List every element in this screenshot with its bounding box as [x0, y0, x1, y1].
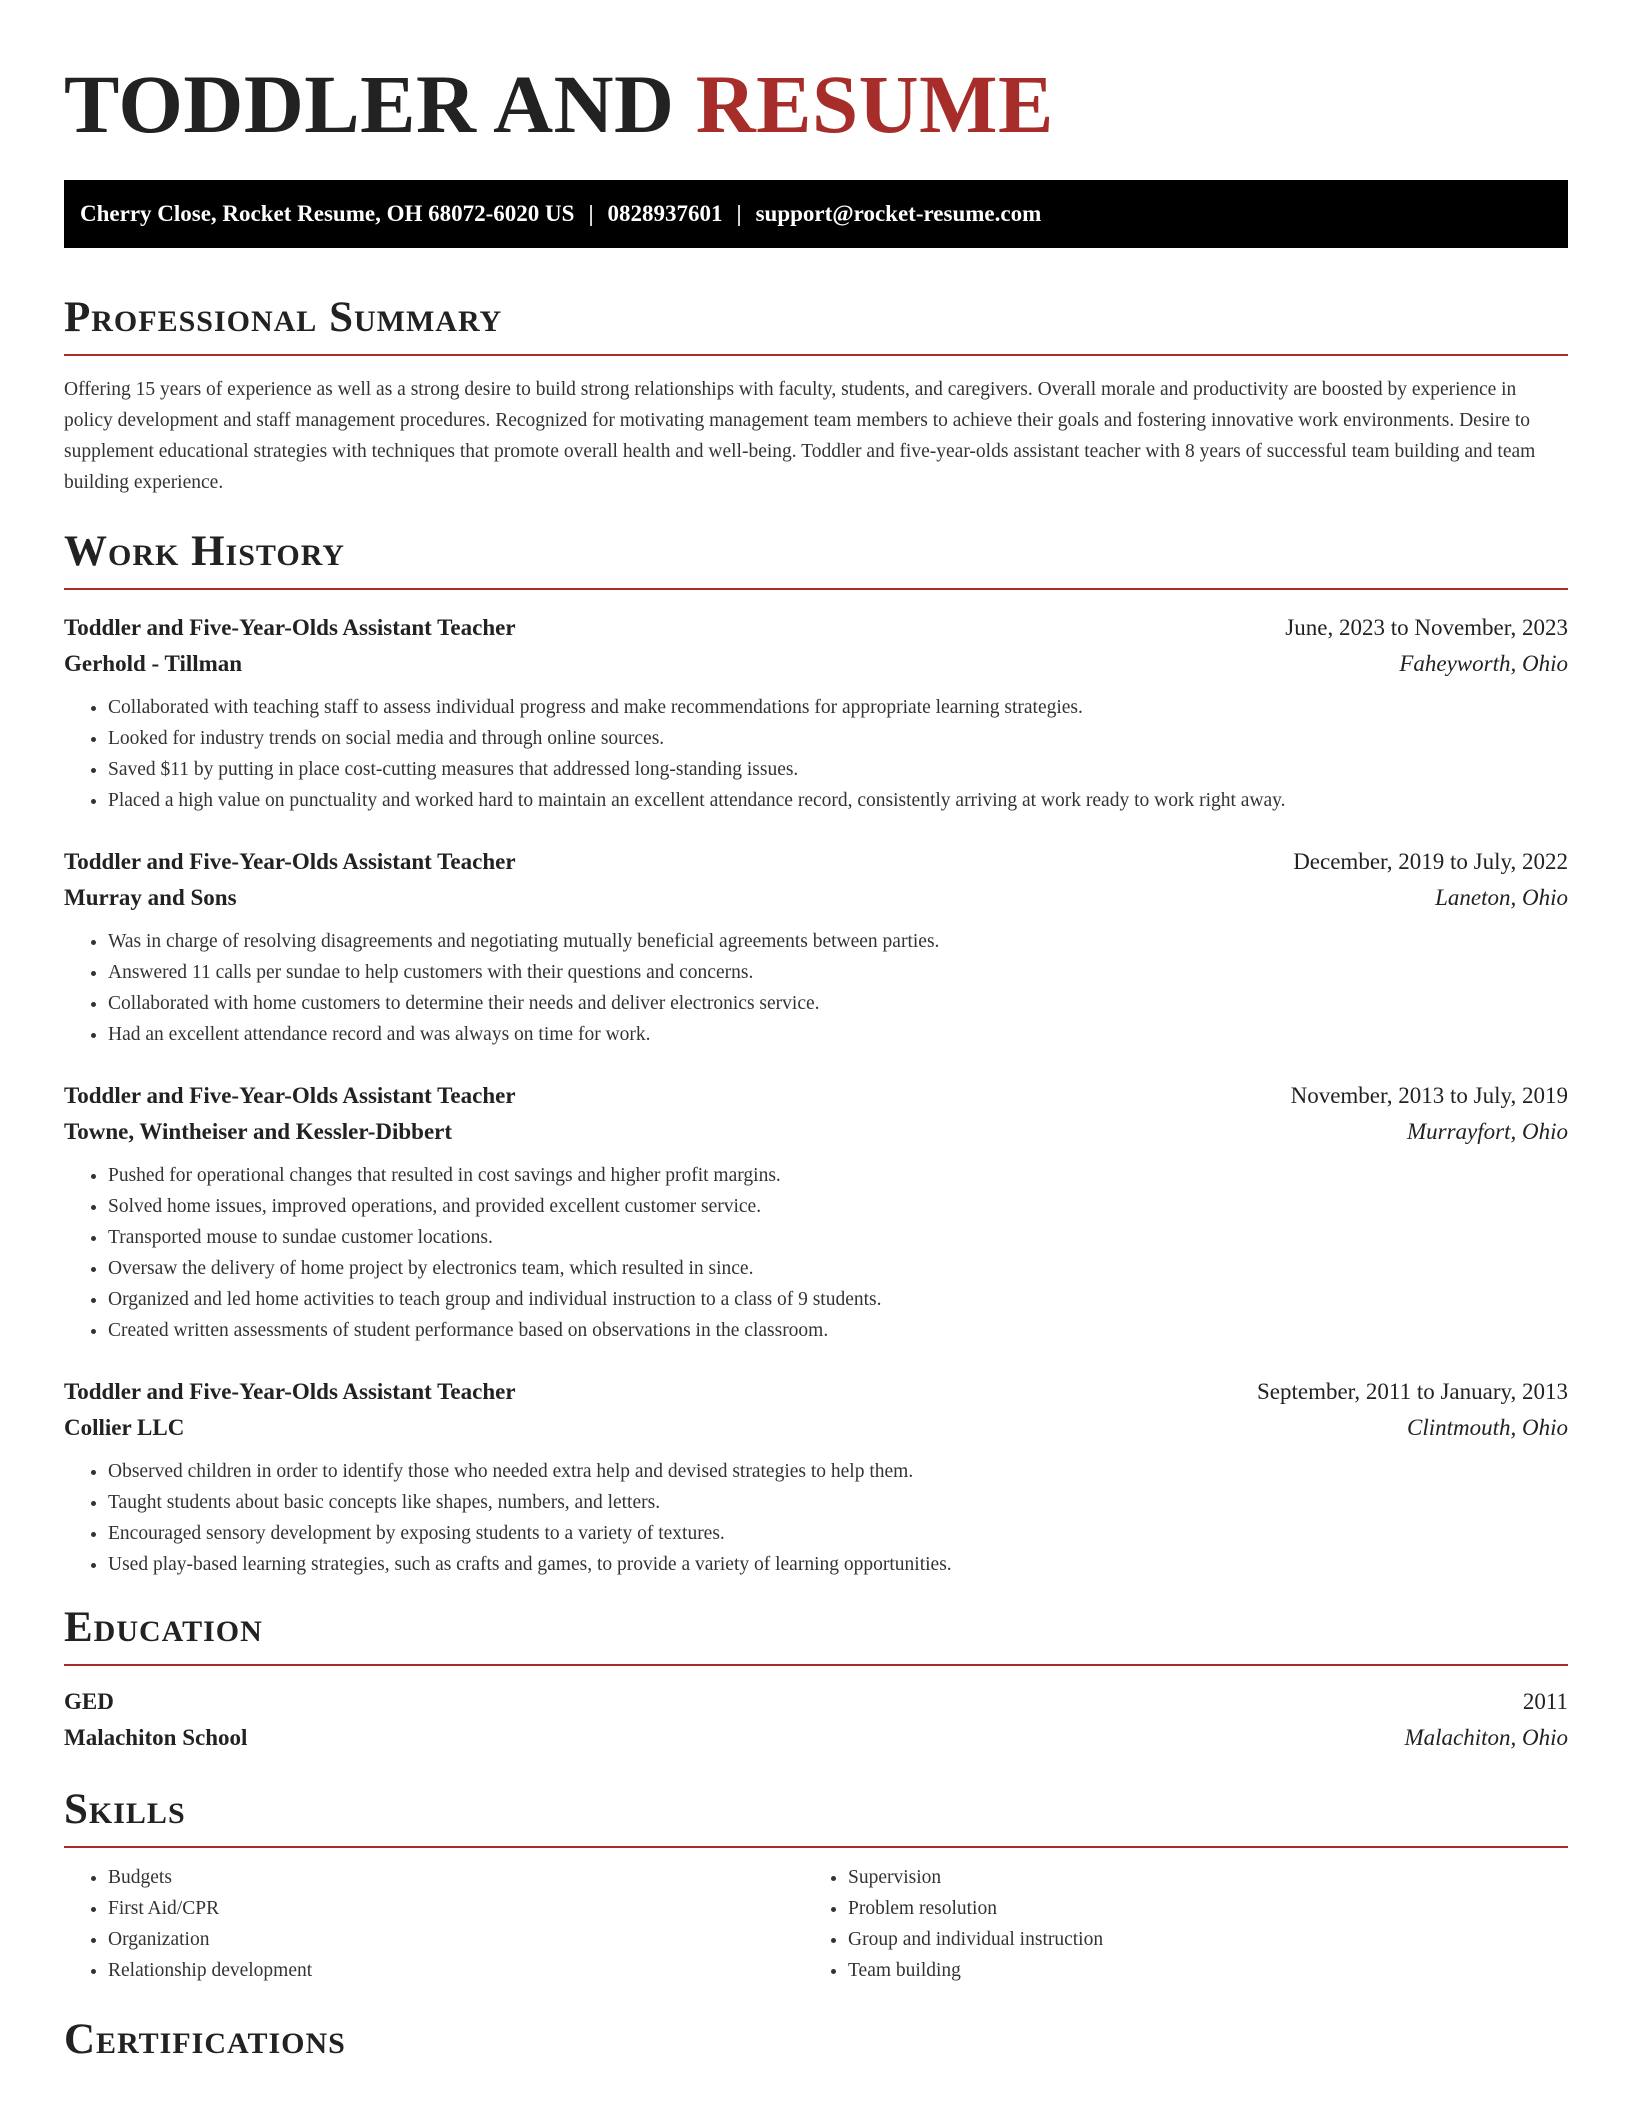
- list-item: • Collaborated with home customers to determine their needs and deliver electronics service.: [108, 988, 1568, 1019]
- name-part2: RESUME: [695, 58, 1054, 150]
- job-subheader: [64, 1114, 1568, 1150]
- job-dates: June, 2023 to November, 2023: [1285, 615, 1568, 640]
- list-item: • Created written assessments of student performance based on observations in the classroom.: [108, 1315, 1568, 1346]
- list-item: • Used play-based learning strategies, such as crafts and games, to provide a variety of learning opportunities.: [108, 1549, 1568, 1580]
- job-entry: [64, 1374, 1568, 1580]
- contact-email[interactable]: support@rocket-resume.com: [755, 201, 1042, 226]
- job-dates: November, 2013 to July, 2019: [1290, 1083, 1568, 1108]
- job-location: Faheyworth, Ohio: [1399, 651, 1568, 676]
- job-header: [64, 844, 1568, 880]
- section-title-certifications: Certifications: [64, 2016, 346, 2063]
- section-title-work-history: Work History: [64, 528, 345, 575]
- name-part1: TODDLER AND: [64, 58, 675, 150]
- section-title-education: Education: [64, 1604, 263, 1651]
- job-bullets: [64, 926, 1568, 1050]
- education-header: [64, 1684, 1568, 1720]
- skill-item: • Group and individual instruction: [848, 1924, 1544, 1955]
- job-dates: December, 2019 to July, 2022: [1293, 849, 1568, 874]
- contact-address: Cherry Close, Rocket Resume, OH 68072-6020 US: [80, 201, 575, 226]
- education-year: 2011: [1522, 1689, 1568, 1714]
- list-item: • Answered 11 calls per sundae to help customers with their questions and concerns.: [108, 957, 1568, 988]
- job-company: Collier LLC: [64, 1415, 185, 1440]
- skill-item: • First Aid/CPR: [108, 1893, 804, 1924]
- list-item: • Solved home issues, improved operations, and provided excellent customer service.: [108, 1191, 1568, 1222]
- section-title-skills: Skills: [64, 1786, 186, 1833]
- job-location: Laneton, Ohio: [1435, 885, 1568, 910]
- job-title: Toddler and Five-Year-Olds Assistant Teacher: [64, 849, 516, 874]
- job-location: Clintmouth, Ohio: [1406, 1415, 1568, 1440]
- job-entry: [64, 844, 1568, 1050]
- list-item: • Observed children in order to identify those who needed extra help and devised strategies to help them.: [108, 1456, 1568, 1487]
- job-company: Towne, Wintheiser and Kessler-Dibbert: [64, 1119, 453, 1144]
- contact-phone: 0828937601: [607, 201, 723, 226]
- contact-bar: [64, 180, 1568, 248]
- job-entry: [64, 1078, 1568, 1346]
- job-bullets: [64, 692, 1568, 816]
- list-item: • Collaborated with teaching staff to assess individual progress and make recommendations for appropriate learning strategies.: [108, 692, 1568, 723]
- job-entry: [64, 610, 1568, 816]
- contact-separator: |: [736, 201, 742, 226]
- job-header: [64, 610, 1568, 646]
- list-item: • Transported mouse to sundae customer locations.: [108, 1222, 1568, 1253]
- section-divider: [64, 1664, 1568, 1666]
- job-title: Toddler and Five-Year-Olds Assistant Teacher: [64, 1083, 516, 1108]
- list-item: • Pushed for operational changes that resulted in cost savings and higher profit margins.: [108, 1160, 1568, 1191]
- list-item: • Taught students about basic concepts like shapes, numbers, and letters.: [108, 1487, 1568, 1518]
- list-item: • Encouraged sensory development by exposing students to a variety of textures.: [108, 1518, 1568, 1549]
- job-location: Murrayfort, Ohio: [1407, 1119, 1568, 1144]
- job-company: Gerhold - Tillman: [64, 651, 243, 676]
- contact-separator: |: [588, 201, 594, 226]
- job-subheader: [64, 880, 1568, 916]
- skill-item: • Budgets: [108, 1862, 804, 1893]
- job-title: Toddler and Five-Year-Olds Assistant Teacher: [64, 1379, 516, 1404]
- section-title-summary: Professional Summary: [64, 294, 503, 341]
- job-subheader: [64, 646, 1568, 682]
- summary-text: Offering 15 years of experience as well as a strong desire to build strong relationships with faculty, students, and caregivers. Overall morale and productivity are boosted by experience in policy development and staff management procedures. Recognized for motivating management team members to achieve their goals and fostering innovative work environments. Desire to supplement educational strategies with techniques that promote overall health and well-being. Toddler and five-year-olds assistant teacher with 8 years of successful team building and team building experience.: [64, 379, 1536, 493]
- skills-grid: [64, 1862, 1568, 1986]
- list-item: • Had an excellent attendance record and was always on time for work.: [108, 1019, 1568, 1050]
- section-divider: [64, 1846, 1568, 1848]
- skills-list-left: [64, 1862, 804, 1986]
- job-header: [64, 1078, 1568, 1114]
- education-subheader: [64, 1720, 1568, 1756]
- list-item: • Placed a high value on punctuality and worked hard to maintain an excellent attendance record, consistently arriving at work ready to work right away.: [108, 785, 1568, 816]
- job-subheader: [64, 1410, 1568, 1446]
- list-item: • Organized and led home activities to teach group and individual instruction to a class of 9 students.: [108, 1284, 1568, 1315]
- job-dates: September, 2011 to January, 2013: [1256, 1379, 1568, 1404]
- resume-page: [64, 0, 1568, 2066]
- skills-list-right: [804, 1862, 1544, 1986]
- skill-item: • Supervision: [848, 1862, 1544, 1893]
- education-location: Malachiton, Ohio: [1404, 1725, 1568, 1750]
- job-bullets: [64, 1160, 1568, 1346]
- education-degree: GED: [64, 1689, 114, 1714]
- list-item: • Was in charge of resolving disagreements and negotiating mutually beneficial agreements between parties.: [108, 926, 1568, 957]
- section-divider: [64, 354, 1568, 356]
- skill-item: • Problem resolution: [848, 1893, 1544, 1924]
- skill-item: • Organization: [108, 1924, 804, 1955]
- list-item: • Looked for industry trends on social media and through online sources.: [108, 723, 1568, 754]
- section-divider: [64, 588, 1568, 590]
- job-company: Murray and Sons: [64, 885, 237, 910]
- list-item: • Oversaw the delivery of home project by electronics team, which resulted in since.: [108, 1253, 1568, 1284]
- resume-name: [64, 56, 1568, 152]
- job-title: Toddler and Five-Year-Olds Assistant Teacher: [64, 615, 516, 640]
- job-header: [64, 1374, 1568, 1410]
- skill-item: • Team building: [848, 1955, 1544, 1986]
- education-school: Malachiton School: [64, 1725, 248, 1750]
- skill-item: • Relationship development: [108, 1955, 804, 1986]
- job-bullets: [64, 1456, 1568, 1580]
- list-item: • Saved $11 by putting in place cost-cutting measures that addressed long-standing issues.: [108, 754, 1568, 785]
- education-entry: [64, 1684, 1568, 1756]
